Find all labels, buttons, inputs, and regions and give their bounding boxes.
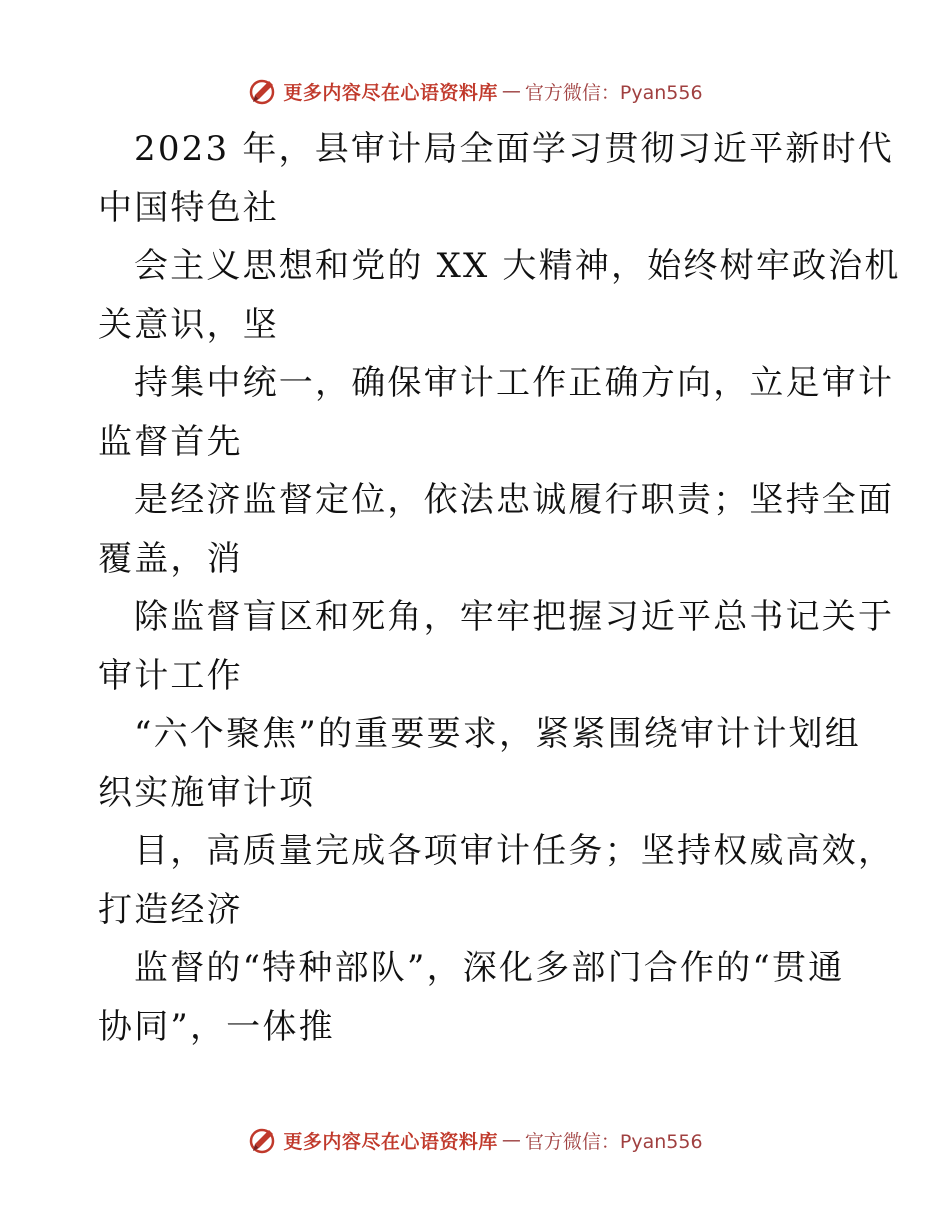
watermark-contact: 官方微信：Pyan556 xyxy=(524,81,703,104)
text-line: 打造经济 xyxy=(98,889,243,930)
text-line: 关意识，坚 xyxy=(98,304,279,345)
watermark-brand: 更多内容尽在心语资料库 xyxy=(283,81,498,104)
text-line: 持集中统一，确保审计工作正确方向，立足审计 xyxy=(134,363,895,403)
pen-nib-circle-icon xyxy=(247,1124,279,1156)
text-line: 监督首先 xyxy=(98,421,243,462)
footer-watermark xyxy=(0,1120,950,1160)
header-watermark xyxy=(0,71,950,111)
text-line: 2023 年，县审计局全面学习贯彻习近平新时代 xyxy=(134,129,894,169)
text-line: 会主义思想和党的 XX 大精神，始终树牢政治机 xyxy=(134,246,901,286)
text-line: 协同”，一体推 xyxy=(98,1006,335,1047)
text-line: 中国特色社 xyxy=(98,187,279,228)
pen-nib-circle-icon xyxy=(247,75,279,107)
text-line: 是经济监督定位，依法忠诚履行职责；坚持全面 xyxy=(134,480,895,520)
text-line: “六个聚焦”的重要要求，紧紧围绕审计计划组 xyxy=(134,714,861,754)
text-line: 除监督盲区和死角，牢牢把握习近平总书记关于 xyxy=(134,597,895,637)
text-line: 监督的“特种部队”，深化多部门合作的“贯通 xyxy=(134,948,845,988)
text-line: 目，高质量完成各项审计任务；坚持权威高效， xyxy=(134,831,895,871)
text-line: 织实施审计项 xyxy=(98,772,316,813)
watermark-separator: — xyxy=(501,80,521,102)
document-body xyxy=(98,120,901,1056)
watermark-separator: — xyxy=(501,1129,521,1151)
text-line: 覆盖，消 xyxy=(98,538,243,579)
watermark-contact: 官方微信：Pyan556 xyxy=(524,1130,703,1153)
text-line: 审计工作 xyxy=(98,655,243,696)
watermark-brand: 更多内容尽在心语资料库 xyxy=(283,1130,498,1153)
